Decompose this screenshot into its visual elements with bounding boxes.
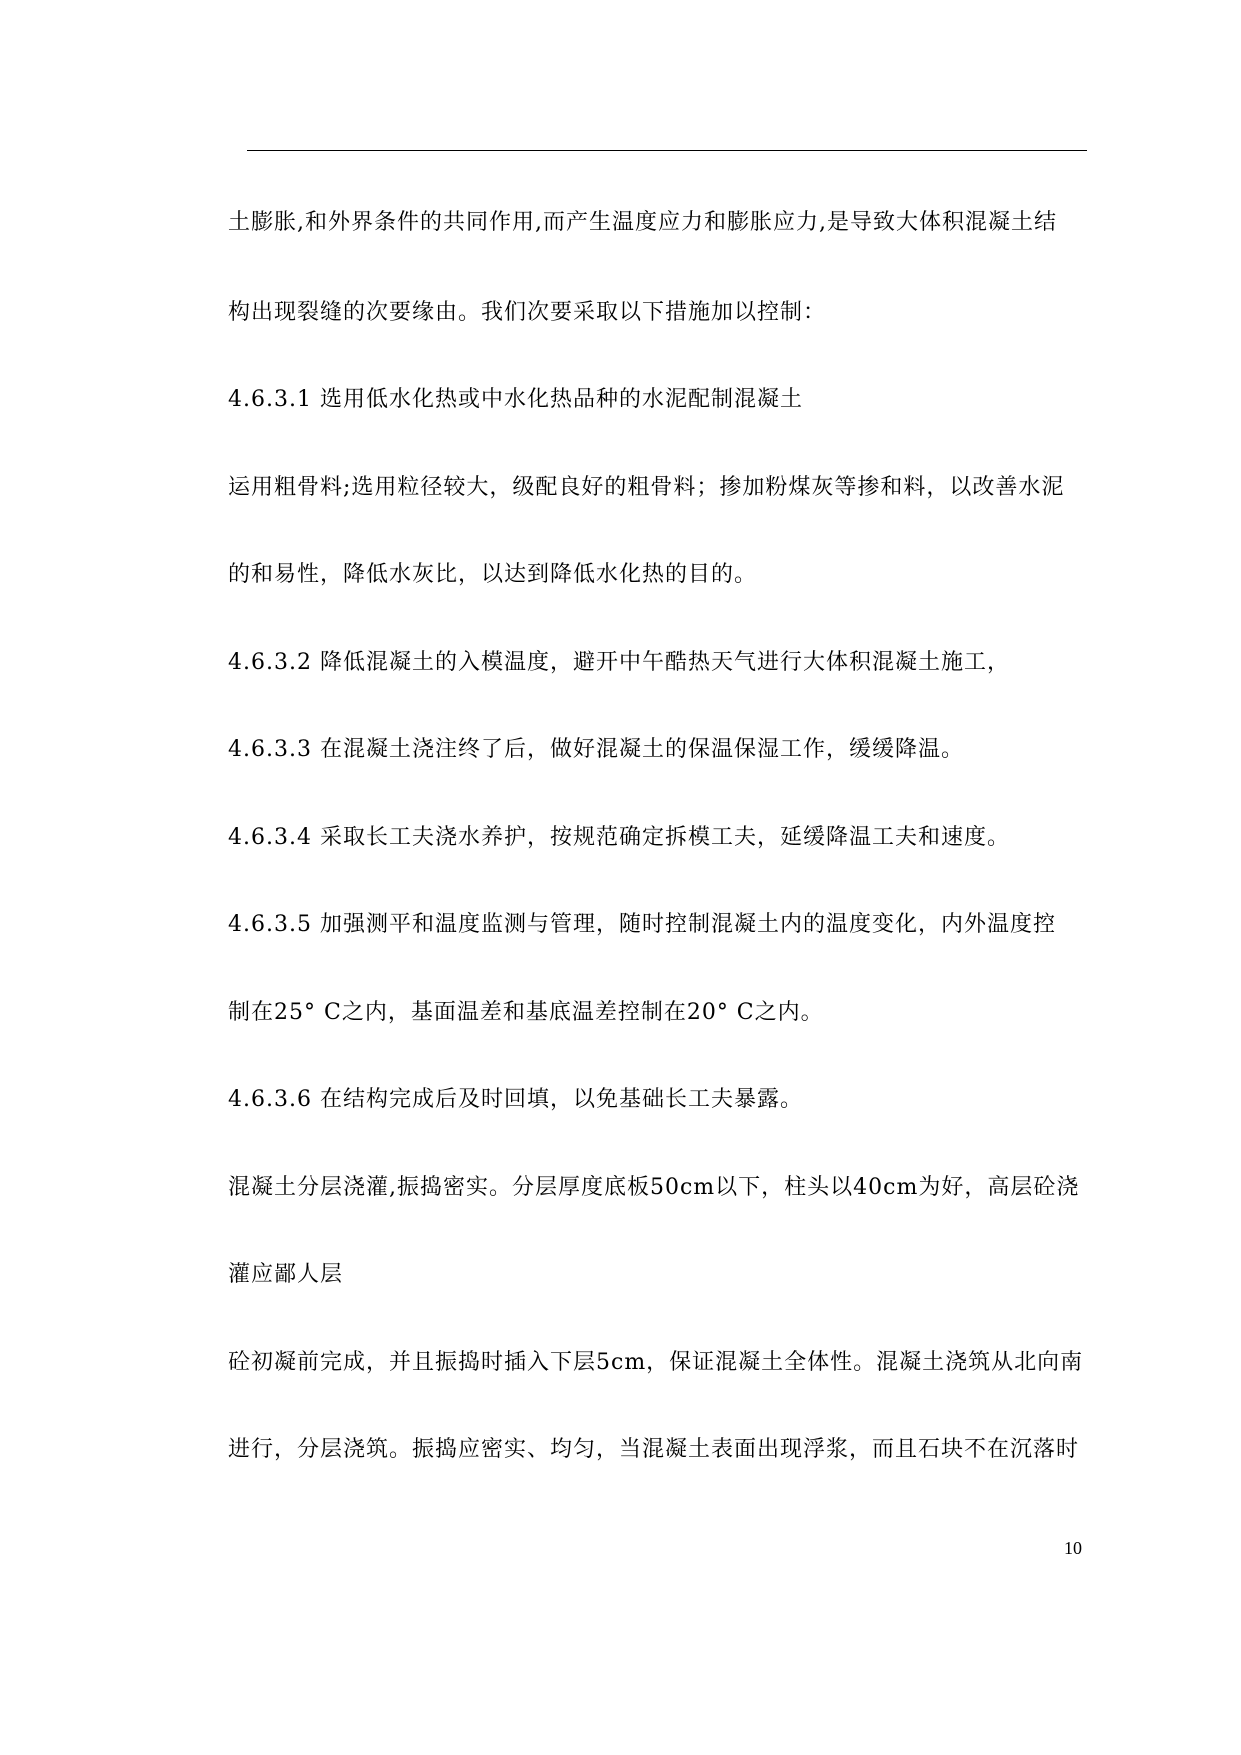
- body-line-4: 运用粗骨料;选用粒径较大，级配良好的粗骨料；掺加粉煤灰等掺和料，以改善水泥: [228, 475, 1065, 500]
- body-line-15: 进行，分层浇筑。振捣应密实、均匀，当混凝土表面出现浮浆，而且石块不在沉落时: [228, 1437, 1080, 1462]
- section-heading-4-6-3-1: 4.6.3.1 选用低水化热或中水化热品种的水泥配制混凝土: [228, 387, 803, 412]
- body-line-5: 的和易性，降低水灰比，以达到降低水化热的目的。: [228, 562, 758, 587]
- body-line-12: 混凝土分层浇灌,振捣密实。分层厚度底板50cm以下，柱头以40cm为好，高层砼浇: [228, 1175, 1080, 1200]
- section-item-4-6-3-4: 4.6.3.4 采取长工夫浇水养护，按规范确定拆模工夫，延缓降温工夫和速度。: [228, 825, 1010, 850]
- section-item-4-6-3-5: 4.6.3.5 加强测平和温度监测与管理，随时控制混凝土内的温度变化，内外温度控: [228, 912, 1056, 937]
- body-line-14: 砼初凝前完成，并且振捣时插入下层5cm，保证混凝土全体性。混凝土浇筑从北向南: [228, 1350, 1084, 1375]
- body-line-1: 土膨胀,和外界条件的共同作用,而产生温度应力和膨胀应力,是导致大体积混凝土结: [228, 210, 1057, 235]
- header-rule: [247, 150, 1087, 151]
- page-number: 10: [1064, 1538, 1082, 1558]
- body-line-13: 灌应鄙人层: [228, 1262, 344, 1287]
- body-line-10: 制在25° C之内，基面温差和基底温差控制在20° C之内。: [228, 1000, 824, 1025]
- section-item-4-6-3-6: 4.6.3.6 在结构完成后及时回填，以免基础长工夫暴露。: [228, 1087, 803, 1112]
- section-item-4-6-3-3: 4.6.3.3 在混凝土浇注终了后，做好混凝土的保温保湿工作，缓缓降温。: [228, 737, 964, 762]
- section-item-4-6-3-2: 4.6.3.2 降低混凝土的入模温度，避开中午酷热天气进行大体积混凝土施工，: [228, 650, 1010, 675]
- body-line-2: 构出现裂缝的次要缘由。我们次要采取以下措施加以控制：: [228, 300, 827, 325]
